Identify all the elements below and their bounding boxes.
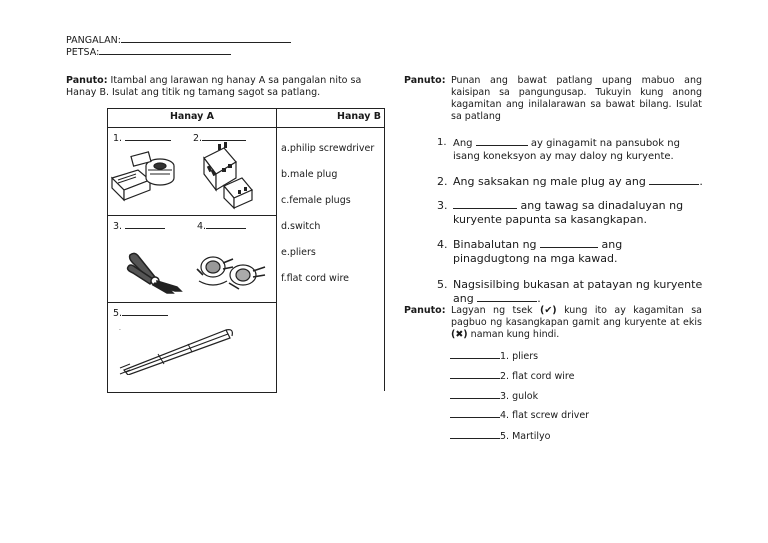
name-field[interactable] bbox=[121, 33, 291, 43]
part3-instruction-label: Panuto: bbox=[404, 305, 446, 316]
name-label: PANGALAN: bbox=[66, 35, 121, 46]
x-mark-icon: (✖) bbox=[451, 329, 468, 340]
choice-b: b.male plug bbox=[281, 169, 338, 180]
question-2-blank[interactable] bbox=[649, 175, 699, 185]
date-label: PETSA: bbox=[66, 47, 100, 58]
question-1: 1. Ang ay ginagamit na pansubok ng isang koneksyon ay may daloy ng kuryente. bbox=[437, 137, 680, 162]
item-4-number: 4. bbox=[197, 219, 246, 232]
choice-d: d.switch bbox=[281, 221, 321, 232]
check-item-5-blank[interactable] bbox=[450, 429, 500, 439]
question-1-blank[interactable] bbox=[476, 136, 528, 146]
item-5-number: 5. bbox=[113, 306, 168, 319]
part1-instruction-label: Panuto: bbox=[66, 75, 108, 86]
column-a-header: Hanay A bbox=[169, 111, 215, 122]
check-mark-icon: (✔) bbox=[540, 305, 557, 316]
check-item-4: 4. flat screw driver bbox=[450, 408, 589, 421]
check-item-3: 3. gulok bbox=[450, 389, 538, 402]
part2-instruction-label: Panuto: bbox=[404, 75, 446, 86]
check-item-5: 5. Martilyo bbox=[450, 429, 550, 442]
check-item-2: 2. flat cord wire bbox=[450, 369, 574, 382]
check-item-1-blank[interactable] bbox=[450, 349, 500, 359]
question-3-blank[interactable] bbox=[453, 199, 517, 209]
flat-cord-wire-icon bbox=[118, 320, 238, 375]
item-1-answer[interactable] bbox=[125, 131, 171, 141]
question-4-blank[interactable] bbox=[540, 238, 598, 248]
check-item-1: 1. pliers bbox=[450, 349, 538, 362]
part2-instruction-text: Punan ang bawat patlang upang mabuo ang kaisipan sa pangungusap. Tukuyin kung anong kagamitan ang inilalarawan sa bawat bilang. Isulat sa patlang bbox=[451, 75, 702, 122]
item-3-answer[interactable] bbox=[125, 219, 165, 229]
question-3: 3. ang tawag sa dinadaluyan ng kuryente papunta sa kasangkapan. bbox=[437, 199, 684, 226]
question-2: 2. Ang saksakan ng male plug ay ang . bbox=[437, 175, 703, 188]
male-plugs-icon bbox=[198, 140, 258, 210]
pliers-icon bbox=[125, 245, 185, 295]
question-4: 4. Binabalutan ng ang pinagdugtong na mga kawad. bbox=[437, 238, 623, 265]
check-item-2-blank[interactable] bbox=[450, 369, 500, 379]
female-plugs-icon bbox=[110, 148, 180, 208]
column-b-header: Hanay B bbox=[337, 111, 381, 122]
item-1-number: 1. bbox=[113, 131, 171, 144]
item-3-number: 3. bbox=[113, 219, 165, 232]
date-field[interactable] bbox=[99, 45, 231, 55]
date-line bbox=[66, 45, 231, 59]
item-2-number: 2. bbox=[193, 131, 246, 144]
svg-text:.: . bbox=[119, 325, 121, 332]
check-item-3-blank[interactable] bbox=[450, 389, 500, 399]
plugs-icon bbox=[195, 245, 270, 297]
part1-instruction-text: Itambal ang larawan ng hanay A sa pangalan nito sa Hanay B. Isulat ang titik ng tamang sagot sa patlang. bbox=[66, 75, 362, 98]
part1-instruction bbox=[66, 75, 376, 99]
choice-e: e.pliers bbox=[281, 247, 316, 258]
choice-f: f.flat cord wire bbox=[281, 273, 349, 284]
part3-instruction-text: Lagyan ng tsek (✔) kung ito ay kagamitan sa pagbuo ng kasangkapan gamit ang kuryente at ekis (✖) naman kung hindi. bbox=[451, 305, 702, 340]
item-4-answer[interactable] bbox=[206, 219, 246, 229]
check-item-4-blank[interactable] bbox=[450, 408, 500, 418]
choice-a: a.philip screwdriver bbox=[281, 143, 375, 154]
question-5: 5. Nagsisilbing bukasan at patayan ng kuryente ang . bbox=[437, 278, 703, 305]
item-5-answer[interactable] bbox=[122, 306, 168, 316]
choice-c: c.female plugs bbox=[281, 195, 351, 206]
question-5-blank[interactable] bbox=[477, 292, 537, 302]
